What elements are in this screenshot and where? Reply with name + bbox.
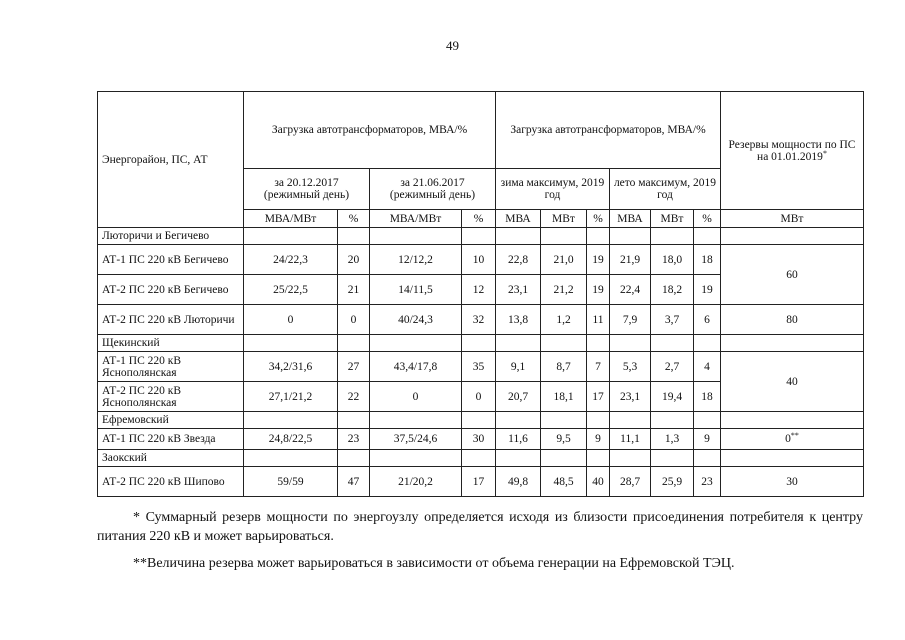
unit-header: МВт <box>541 210 587 228</box>
substation-name: АТ-1 ПС 220 кВ Яснополянская <box>98 352 244 382</box>
cell: 19 <box>587 245 610 275</box>
cell: 18 <box>694 382 721 412</box>
cell: 37,5/24,6 <box>370 429 462 450</box>
cell: 14/11,5 <box>370 275 462 305</box>
cell: 59/59 <box>244 467 338 497</box>
reserve-value: 0 <box>785 433 791 445</box>
footnotes <box>97 508 863 573</box>
cell: 40 <box>587 467 610 497</box>
cell: 9,5 <box>541 429 587 450</box>
period-summer-max-2019: лето максимум, 2019 год <box>610 169 721 210</box>
cell: 21,2 <box>541 275 587 305</box>
cell: 9 <box>694 429 721 450</box>
cell: 3,7 <box>651 305 694 335</box>
cell: 13,8 <box>496 305 541 335</box>
cell: 12/12,2 <box>370 245 462 275</box>
cell: 28,7 <box>610 467 651 497</box>
cell: 27 <box>338 352 370 382</box>
cell: 22 <box>338 382 370 412</box>
group-row <box>98 412 864 429</box>
footnote-1: * Суммарный резерв мощности по энергоузлу определяется исходя из близости присоединения потребителя к центру питания 220 кВ и может варьироваться. <box>97 510 863 544</box>
cell: 12 <box>462 275 496 305</box>
period-summer-2017: за 21.06.2017 (режимный день) <box>370 169 496 210</box>
cell: 19 <box>694 275 721 305</box>
reserve-cell: 30 <box>721 467 864 497</box>
cell: 11 <box>587 305 610 335</box>
cell: 6 <box>694 305 721 335</box>
table-row <box>98 467 864 497</box>
unit-header: МВА/МВт <box>370 210 462 228</box>
group-row <box>98 335 864 352</box>
cell: 23,1 <box>496 275 541 305</box>
cell: 25,9 <box>651 467 694 497</box>
cell: 18,2 <box>651 275 694 305</box>
cell: 24/22,3 <box>244 245 338 275</box>
cell: 8,7 <box>541 352 587 382</box>
substation-name: АТ-1 ПС 220 кВ Звезда <box>98 429 244 450</box>
reserve-cell: 60 <box>721 245 864 305</box>
transformer-load-table <box>97 91 864 497</box>
cell: 20 <box>338 245 370 275</box>
table-row <box>98 429 864 450</box>
cell: 5,3 <box>610 352 651 382</box>
cell: 19,4 <box>651 382 694 412</box>
substation-name: АТ-2 ПС 220 кВ Бегичево <box>98 275 244 305</box>
cell: 11,1 <box>610 429 651 450</box>
cell: 21,9 <box>610 245 651 275</box>
unit-header: МВА <box>496 210 541 228</box>
group-title: Ефремовский <box>98 412 244 429</box>
cell: 40/24,3 <box>370 305 462 335</box>
cell: 49,8 <box>496 467 541 497</box>
cell: 47 <box>338 467 370 497</box>
cell: 9 <box>587 429 610 450</box>
cell: 18,1 <box>541 382 587 412</box>
cell: 2,7 <box>651 352 694 382</box>
header-load-2019: Загрузка автотрансформаторов, МВА/% <box>496 92 721 169</box>
reserve-mark: ** <box>790 431 799 440</box>
group-row <box>98 450 864 467</box>
group-title: Лютоpичи и Бегичево <box>98 228 244 245</box>
cell: 10 <box>462 245 496 275</box>
footnote-2: **Величина резерва может варьироваться в зависимости от объема генерации на Ефремовской ТЭЦ. <box>133 556 735 571</box>
cell: 22,8 <box>496 245 541 275</box>
header-reserve <box>721 92 864 210</box>
cell: 27,1/21,2 <box>244 382 338 412</box>
substation-name: АТ-2 ПС 220 кВ Шипово <box>98 467 244 497</box>
period-winter-max-2019: зима максимум, 2019 год <box>496 169 610 210</box>
cell: 0 <box>338 305 370 335</box>
cell: 20,7 <box>496 382 541 412</box>
cell: 34,2/31,6 <box>244 352 338 382</box>
cell: 18 <box>694 245 721 275</box>
reserve-cell <box>721 429 864 450</box>
unit-header: % <box>462 210 496 228</box>
group-title: Щекинский <box>98 335 244 352</box>
group-row <box>98 228 864 245</box>
unit-header: % <box>338 210 370 228</box>
header-reserve-mark: * <box>822 148 827 158</box>
cell: 1,3 <box>651 429 694 450</box>
cell: 18,0 <box>651 245 694 275</box>
cell: 43,4/17,8 <box>370 352 462 382</box>
cell: 30 <box>462 429 496 450</box>
unit-header: МВт <box>651 210 694 228</box>
cell: 32 <box>462 305 496 335</box>
reserve-cell: 40 <box>721 352 864 412</box>
cell: 21 <box>338 275 370 305</box>
cell: 17 <box>587 382 610 412</box>
cell: 7,9 <box>610 305 651 335</box>
substation-name: АТ-1 ПС 220 кВ Бегичево <box>98 245 244 275</box>
cell: 21,0 <box>541 245 587 275</box>
header-load-2017: Загрузка автотрансформаторов, МВА/% <box>244 92 496 169</box>
cell: 17 <box>462 467 496 497</box>
cell: 7 <box>587 352 610 382</box>
cell: 19 <box>587 275 610 305</box>
cell: 0 <box>370 382 462 412</box>
table-row <box>98 245 864 275</box>
unit-header: МВт <box>721 210 864 228</box>
cell: 11,6 <box>496 429 541 450</box>
cell: 22,4 <box>610 275 651 305</box>
cell: 4 <box>694 352 721 382</box>
period-winter-2017: за 20.12.2017 (режимный день) <box>244 169 370 210</box>
cell: 23 <box>338 429 370 450</box>
cell: 0 <box>462 382 496 412</box>
substation-name: АТ-2 ПС 220 кВ Яснополянская <box>98 382 244 412</box>
cell: 23,1 <box>610 382 651 412</box>
unit-header: % <box>694 210 721 228</box>
group-title: Заокский <box>98 450 244 467</box>
unit-header: МВА/МВт <box>244 210 338 228</box>
page-number: 49 <box>446 38 459 53</box>
cell: 23 <box>694 467 721 497</box>
substation-name: АТ-2 ПС 220 кВ Лютоpичи <box>98 305 244 335</box>
unit-header: % <box>587 210 610 228</box>
table-row <box>98 305 864 335</box>
cell: 25/22,5 <box>244 275 338 305</box>
cell: 48,5 <box>541 467 587 497</box>
header-region: Энергорайон, ПС, АТ <box>98 92 244 228</box>
cell: 9,1 <box>496 352 541 382</box>
cell: 24,8/22,5 <box>244 429 338 450</box>
cell: 21/20,2 <box>370 467 462 497</box>
header-reserve-text: Резервы мощности по ПС на 01.01.2019 <box>728 138 856 163</box>
table-row <box>98 352 864 382</box>
cell: 0 <box>244 305 338 335</box>
cell: 35 <box>462 352 496 382</box>
cell: 1,2 <box>541 305 587 335</box>
unit-header: МВА <box>610 210 651 228</box>
reserve-cell: 80 <box>721 305 864 335</box>
